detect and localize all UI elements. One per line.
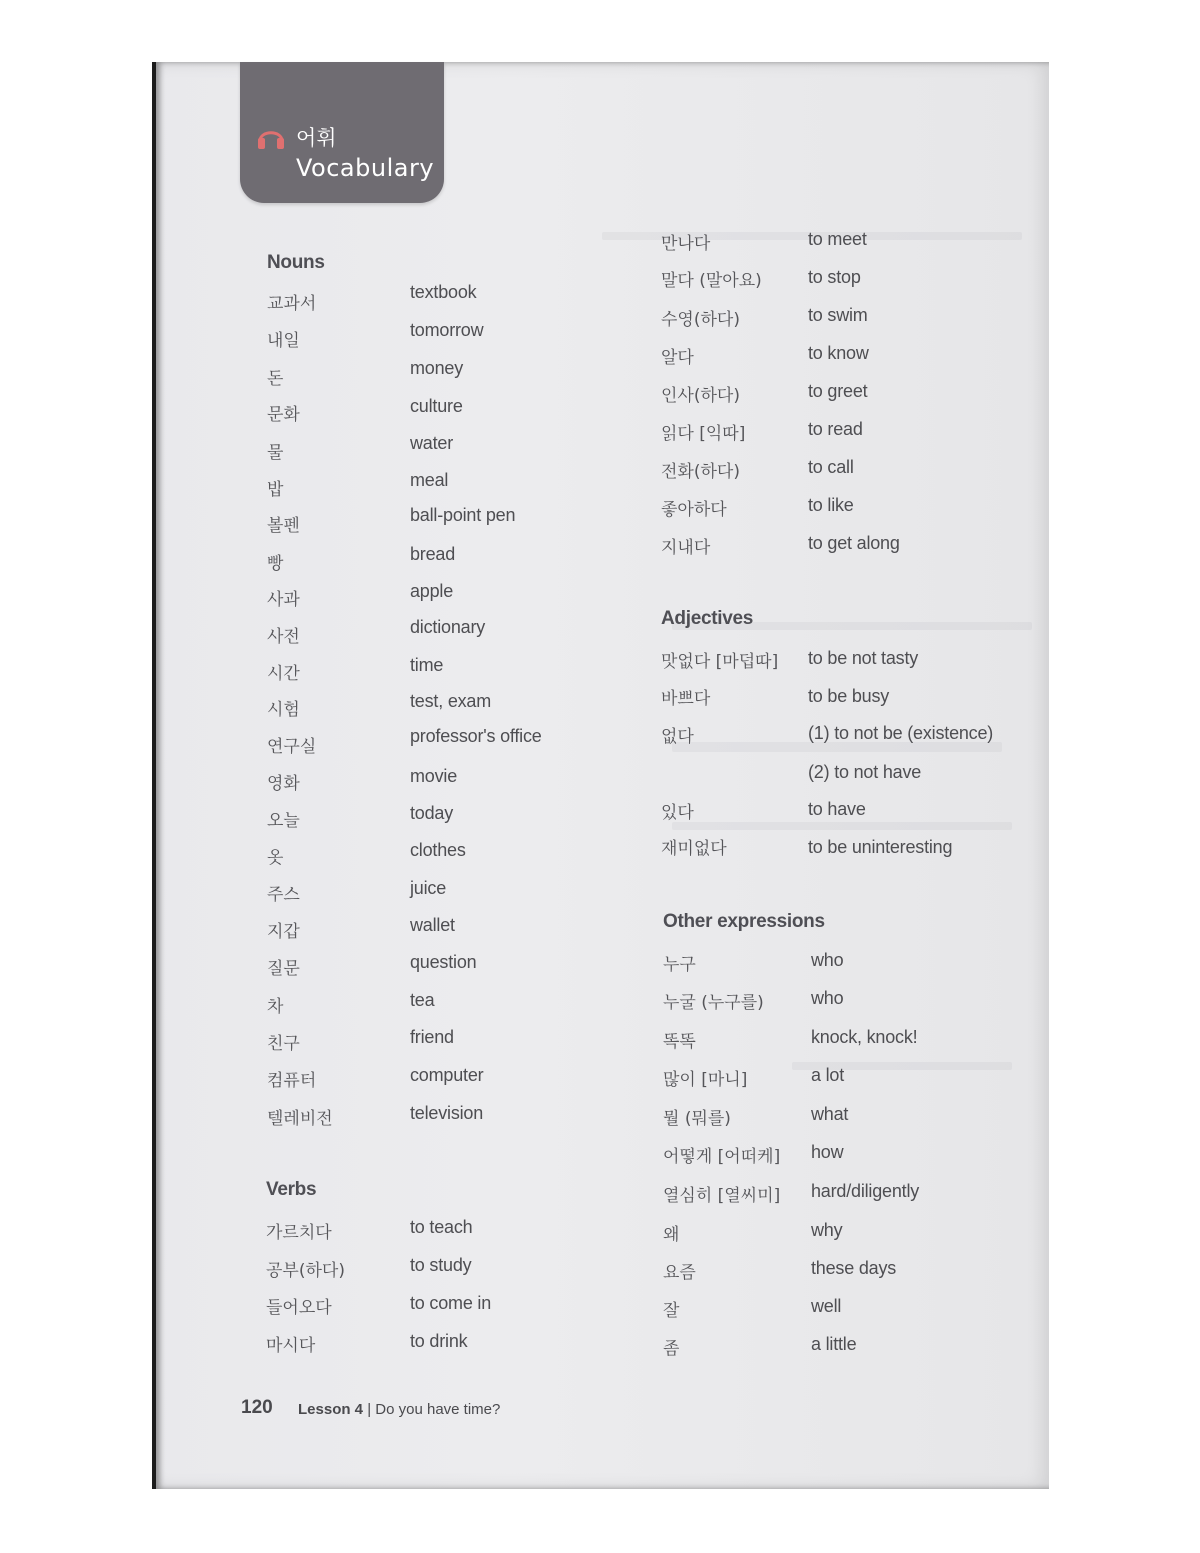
vocab-korean: 잘 [663,1301,680,1321]
vocab-meaning: to drink [410,1331,468,1351]
verbs-heading: Verbs [266,1179,317,1200]
vocab-korean: 영화 [267,774,300,794]
vocab-korean: 인사(하다) [661,386,740,406]
vocab-meaning: (2) to not have [808,762,922,782]
vocab-korean: 똑똑 [663,1032,696,1052]
vocab-korean: 오늘 [267,811,300,831]
vocab-meaning: friend [410,1027,454,1047]
vocab-korean: 만나다 [661,234,711,254]
vocab-korean: 주스 [267,885,300,905]
vocab-meaning: to be busy [808,686,890,706]
vocab-meaning: a little [811,1334,857,1354]
vocab-meaning: who [811,988,844,1008]
vocab-korean: 왜 [663,1225,680,1245]
other-expressions-heading: Other expressions [663,911,825,932]
vocab-korean: 교과서 [267,294,317,314]
vocab-meaning: to get along [808,533,900,553]
vocab-korean: 말다 (말아요) [661,271,762,291]
vocab-korean: 재미없다 [661,839,727,859]
vocab-korean: 물 [267,443,284,463]
vocab-korean: 질문 [267,959,300,979]
vocab-korean: 컴퓨터 [267,1071,317,1091]
vocab-meaning: to call [808,457,854,477]
vocab-korean: 바쁘다 [661,689,711,709]
vocab-korean: 빵 [267,554,284,574]
vocab-meaning: time [410,655,444,675]
nouns-heading: Nouns [267,252,325,273]
vocab-korean: 들어오다 [266,1298,332,1318]
vocab-meaning: to meet [808,229,867,249]
vocab-meaning: apple [410,581,454,601]
vocab-korean: 지갑 [267,922,300,942]
vocab-meaning: (1) to not be (existence) [808,723,994,743]
vocab-korean: 어떻게 [어떠케] [663,1147,781,1167]
vocab-korean: 좀 [663,1339,680,1359]
vocab-meaning: ball-point pen [410,505,516,525]
vocab-meaning: to have [808,799,866,819]
vocab-korean: 차 [267,997,284,1017]
vocab-meaning: to swim [808,305,868,325]
vocab-korean: 요즘 [663,1263,696,1283]
vocab-korean: 누굴 (누구를) [663,993,764,1013]
vocab-meaning: professor's office [410,726,542,746]
vocab-korean: 지내다 [661,538,711,558]
vocab-meaning: bread [410,544,456,564]
vocab-korean: 돈 [267,369,284,389]
header-title-english: Vocabulary [296,154,435,182]
vocab-meaning: why [811,1220,843,1240]
vocab-meaning: question [410,952,477,972]
headphones-icon [256,124,286,150]
vocab-meaning: hard/diligently [811,1181,920,1201]
vocab-meaning: to greet [808,381,868,401]
vocab-korean: 있다 [661,803,694,823]
vocab-meaning: today [410,803,454,823]
vocab-meaning: what [811,1104,849,1124]
vocab-korean: 누구 [663,955,696,975]
vocab-meaning: movie [410,766,458,786]
vocab-meaning: these days [811,1258,897,1278]
vocab-meaning: to come in [410,1293,492,1313]
lesson-title: Do you have time? [375,1401,501,1418]
vocab-meaning: tomorrow [410,320,484,340]
vocab-meaning: to teach [410,1217,473,1237]
vocab-korean: 시험 [267,700,300,720]
vocab-meaning: juice [410,878,447,898]
footer-separator: | [367,1401,372,1418]
vocab-korean: 없다 [661,727,694,747]
vocab-korean: 문화 [267,405,300,425]
vocab-korean: 공부(하다) [266,1261,345,1281]
vocab-korean: 많이 [마니] [663,1070,748,1090]
vocab-meaning: computer [410,1065,484,1085]
vocab-korean: 밥 [267,480,284,500]
vocab-korean: 뭘 (뭐를) [663,1109,731,1129]
lesson-label: Lesson 4 [298,1401,364,1418]
vocab-korean: 연구실 [267,737,317,757]
vocab-meaning: a lot [811,1065,845,1085]
vocab-meaning: knock, knock! [811,1027,918,1047]
vocab-meaning: to be uninteresting [808,837,953,857]
vocabulary-header [240,62,444,203]
vocab-meaning: to be not tasty [808,648,919,668]
vocab-meaning: culture [410,396,463,416]
vocab-korean: 볼펜 [267,516,300,536]
vocab-korean: 알다 [661,348,694,368]
vocab-korean: 시간 [267,664,300,684]
vocab-korean: 전화(하다) [661,462,740,482]
vocab-meaning: television [410,1103,484,1123]
vocab-korean: 텔레비전 [267,1109,333,1129]
vocab-meaning: dictionary [410,617,486,637]
vocab-korean: 내일 [267,331,300,351]
vocab-meaning: meal [410,470,449,490]
adjectives-heading: Adjectives [661,608,754,629]
vocab-korean: 읽다 [익따] [661,424,746,444]
vocab-korean: 옷 [267,848,284,868]
vocab-meaning: wallet [410,915,455,935]
vocab-korean: 사전 [267,627,300,647]
vocab-meaning: to like [808,495,854,515]
vocab-meaning: clothes [410,840,466,860]
vocab-meaning: water [410,433,454,453]
vocab-meaning: who [811,950,844,970]
vocab-meaning: textbook [410,282,477,302]
vocab-meaning: to study [410,1255,472,1275]
vocab-korean: 맛없다 [마덥따] [661,652,779,672]
vocab-meaning: to read [808,419,863,439]
vocab-meaning: to know [808,343,869,363]
vocab-korean: 좋아하다 [661,500,727,520]
vocab-korean: 친구 [267,1034,300,1054]
vocab-korean: 사과 [267,590,300,610]
vocab-korean: 가르치다 [266,1223,332,1243]
vocab-meaning: to stop [808,267,861,287]
page-number: 120 [241,1397,273,1418]
vocab-meaning: tea [410,990,435,1010]
vocab-meaning: well [811,1296,842,1316]
vocab-korean: 열심히 [열씨미] [663,1186,781,1206]
vocab-meaning: test, exam [410,691,492,711]
vocab-korean: 마시다 [266,1336,316,1356]
vocab-korean: 수영(하다) [661,310,740,330]
vocab-meaning: money [410,358,464,378]
vocab-meaning: how [811,1142,844,1162]
page-footer [298,1401,500,1418]
header-title-korean: 어휘 [296,126,337,150]
